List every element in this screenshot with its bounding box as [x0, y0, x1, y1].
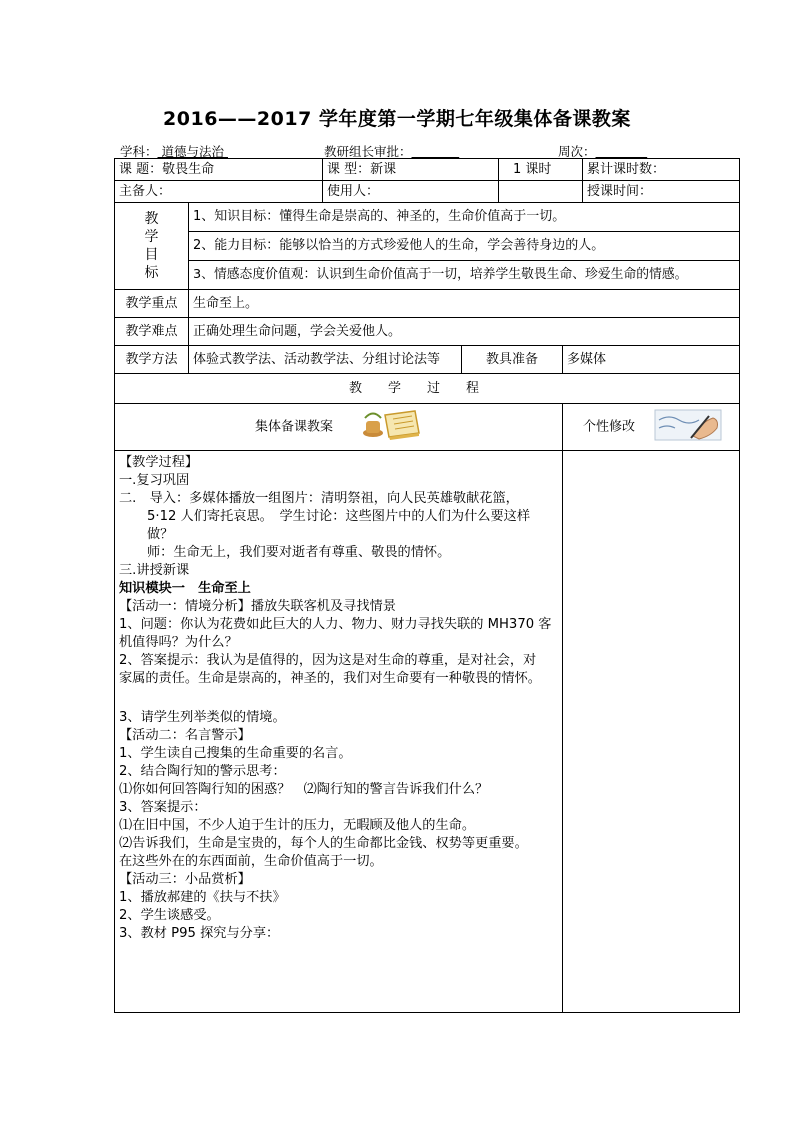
- content-line: ⑴在旧中国，不少人迫于生计的压力，无暇顾及他人的生命。: [119, 818, 476, 833]
- content-line: 做？: [147, 527, 174, 542]
- column-header-row: [115, 404, 740, 451]
- objectives-label: 教 学 目 标: [115, 203, 189, 290]
- cumulative-cell: 累计课时数：: [583, 159, 740, 181]
- teach-time-cell: 授课时间：: [583, 181, 740, 203]
- writing-hand-icon: [653, 406, 723, 448]
- objective-emotion: 3、情感态度价值观：认识到生命价值高于一切，培养学生敬畏生命、珍爱生命的情感。: [189, 261, 740, 290]
- content-line: 三.讲授新课: [119, 563, 190, 578]
- content-line: 3、答案提示：: [119, 800, 207, 815]
- page-title: 2016——2017 学年度第一学期七年级集体备课教案: [163, 108, 631, 130]
- subject-value: 道德与法治: [161, 144, 225, 159]
- hours-cell: 1 课时: [499, 159, 583, 181]
- content-line: 知识模块一 生命至上: [119, 581, 251, 596]
- content-line: 【活动二：名言警示】: [119, 728, 251, 743]
- lesson-plan-table: [114, 158, 740, 1013]
- subject-label: 学科：: [120, 144, 158, 159]
- content-row: [115, 451, 740, 1013]
- personal-header: [563, 404, 740, 451]
- type-cell: 课 型：新课: [323, 159, 499, 181]
- process-header-row: [115, 374, 740, 404]
- content-line: 【活动一：情境分析】播放失联客机及寻找情景: [119, 599, 396, 614]
- content-line: ⑴你如何回答陶行知的困惑？ ⑵陶行知的警言告诉我们什么？: [119, 782, 489, 797]
- content-line: 家属的责任。生命是崇高的，神圣的，我们对生命要有一种敬畏的情怀。: [119, 671, 541, 686]
- content-line: 机值得吗？为什么？: [119, 635, 238, 650]
- content-line: 【教学过程】: [119, 455, 199, 470]
- info-row-1: [115, 159, 740, 181]
- collective-content: [115, 451, 563, 1013]
- content-line: 在这些外在的东西面前，生命价值高于一切。: [119, 854, 383, 869]
- content-line: 3、请学生列举类似的情境。: [119, 710, 286, 725]
- empty-cell: [499, 181, 583, 203]
- content-line: 二. 导入：多媒体播放一组图片：清明祭祖，向人民英雄敬献花篮，: [119, 491, 519, 506]
- content-line: 1、问题：你认为花费如此巨大的人力、物力、财力寻找失联的 MH370 客: [119, 617, 552, 632]
- key-point-row: [115, 290, 740, 318]
- tools-value: 多媒体: [563, 346, 740, 374]
- content-line: 5·12 人们寄托哀思。 学生讨论：这些图片中的人们为什么要这样: [147, 509, 531, 524]
- objective-row-1: [115, 203, 740, 232]
- personal-content: [563, 451, 740, 1013]
- methods-row: [115, 346, 740, 374]
- key-point-label: 教学重点: [115, 290, 189, 318]
- book-cup-icon: [359, 407, 421, 447]
- tools-label: 教具准备: [462, 346, 563, 374]
- difficulty-row: [115, 318, 740, 346]
- week-value: [596, 144, 648, 159]
- content-line: 师：生命无上，我们要对逝者有尊重、敬畏的情怀。: [147, 545, 451, 560]
- difficulty-value: 正确处理生命问题，学会关爱他人。: [189, 318, 740, 346]
- objective-row-3: [115, 261, 740, 290]
- objective-row-2: [115, 232, 740, 261]
- user-cell: 使用人：: [323, 181, 499, 203]
- collective-header: [115, 404, 563, 451]
- content-line: 2、结合陶行知的警示思考：: [119, 764, 286, 779]
- content-line: 2、答案提示：我认为是值得的，因为这是对生命的尊重，是对社会，对: [119, 653, 537, 668]
- personal-label: 个性修改: [583, 419, 636, 435]
- approver-value: [412, 144, 460, 159]
- difficulty-label: 教学难点: [115, 318, 189, 346]
- info-row-2: [115, 181, 740, 203]
- week-label: 周次：: [558, 144, 596, 159]
- content-line: 1、学生读自己搜集的生命重要的名言。: [119, 746, 352, 761]
- content-line: 1、播放郝建的《扶与不扶》: [119, 890, 286, 905]
- preparer-cell: 主备人：: [115, 181, 323, 203]
- collective-label: 集体备课教案: [255, 419, 334, 435]
- objective-knowledge: 1、知识目标：懂得生命是崇高的、神圣的，生命价值高于一切。: [189, 203, 740, 232]
- methods-label: 教学方法: [115, 346, 189, 374]
- methods-value: 体验式教学法、活动教学法、分组讨论法等: [189, 346, 462, 374]
- objective-ability: 2、能力目标：能够以恰当的方式珍爱他人的生命，学会善待身边的人。: [189, 232, 740, 261]
- process-header: 教学过程: [115, 374, 740, 404]
- approver-label: 教研组长审批：: [324, 144, 412, 159]
- content-line: ⑵告诉我们，生命是宝贵的，每个人的生命都比金钱、权势等更重要。: [119, 836, 528, 851]
- content-line: 一.复习巩固: [119, 473, 190, 488]
- content-line: 3、教材 P95 探究与分享：: [119, 926, 280, 941]
- content-line: 2、学生谈感受。: [119, 908, 220, 923]
- content-line: 【活动三：小品赏析】: [119, 872, 251, 887]
- key-point-value: 生命至上。: [189, 290, 740, 318]
- topic-cell: 课 题：敬畏生命: [115, 159, 323, 181]
